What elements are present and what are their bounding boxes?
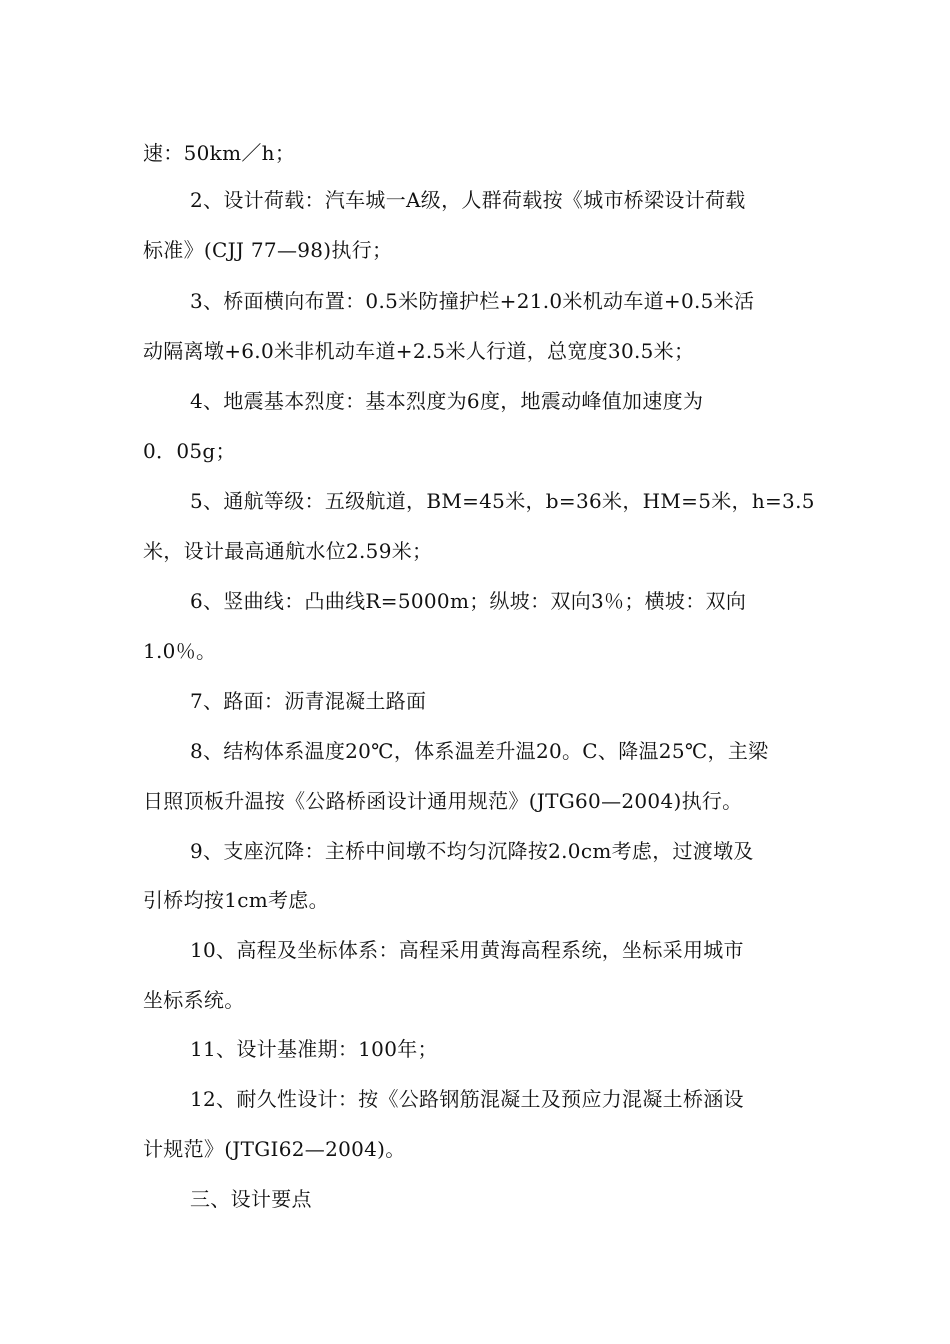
text-line-19: 11、设计基准期：100年； <box>190 1037 438 1061</box>
text-line-17: 10、高程及坐标体系：高程采用黄海高程系统，坐标采用城市 <box>190 938 744 962</box>
section-heading: 三、设计要点 <box>190 1187 312 1211</box>
text-line-14: 日照顶板升温按《公路桥函设计通用规范》(JTG60—2004)执行。 <box>143 789 743 813</box>
text-line-1: 速：50km／h； <box>143 141 296 165</box>
text-line-20: 12、耐久性设计：按《公路钢筋混凝土及预应力混凝土桥涵设 <box>190 1087 744 1111</box>
text-line-5: 动隔离墩+6.0米非机动车道+2.5米人行道，总宽度30.5米； <box>143 339 695 363</box>
text-line-16: 引桥均按1cm考虑。 <box>143 888 329 912</box>
text-line-21: 计规范》(JTGI62—2004)。 <box>143 1137 406 1161</box>
text-line-12: 7、路面：沥青混凝土路面 <box>190 689 427 713</box>
text-line-3: 标准》(CJJ 77—98)执行； <box>143 238 393 262</box>
text-line-9: 米，设计最高通航水位2.59米； <box>143 539 433 563</box>
text-line-13: 8、结构体系温度20℃，体系温差升温20。C、降温25℃，主梁 <box>190 739 769 763</box>
text-line-10: 6、竖曲线：凸曲线R=5000m；纵坡：双向3％；横坡：双向 <box>190 589 747 613</box>
text-line-8: 5、通航等级：五级航道，BM=45米，b=36米，HM=5米，h=3.5 <box>190 489 815 513</box>
text-line-4: 3、桥面横向布置：0.5米防撞护栏+21.0米机动车道+0.5米活 <box>190 289 755 313</box>
text-line-18: 坐标系统。 <box>143 988 245 1012</box>
text-line-15: 9、支座沉降：主桥中间墩不均匀沉降按2.0cm考虑，过渡墩及 <box>190 839 754 863</box>
text-line-6: 4、地震基本烈度：基本烈度为6度，地震动峰值加速度为 <box>190 389 704 413</box>
text-line-11: 1.0％。 <box>143 639 217 663</box>
text-line-7: 0．05g； <box>143 439 236 463</box>
text-line-2: 2、设计荷载：汽车城一A级，人群荷载按《城市桥梁设计荷载 <box>190 188 746 212</box>
